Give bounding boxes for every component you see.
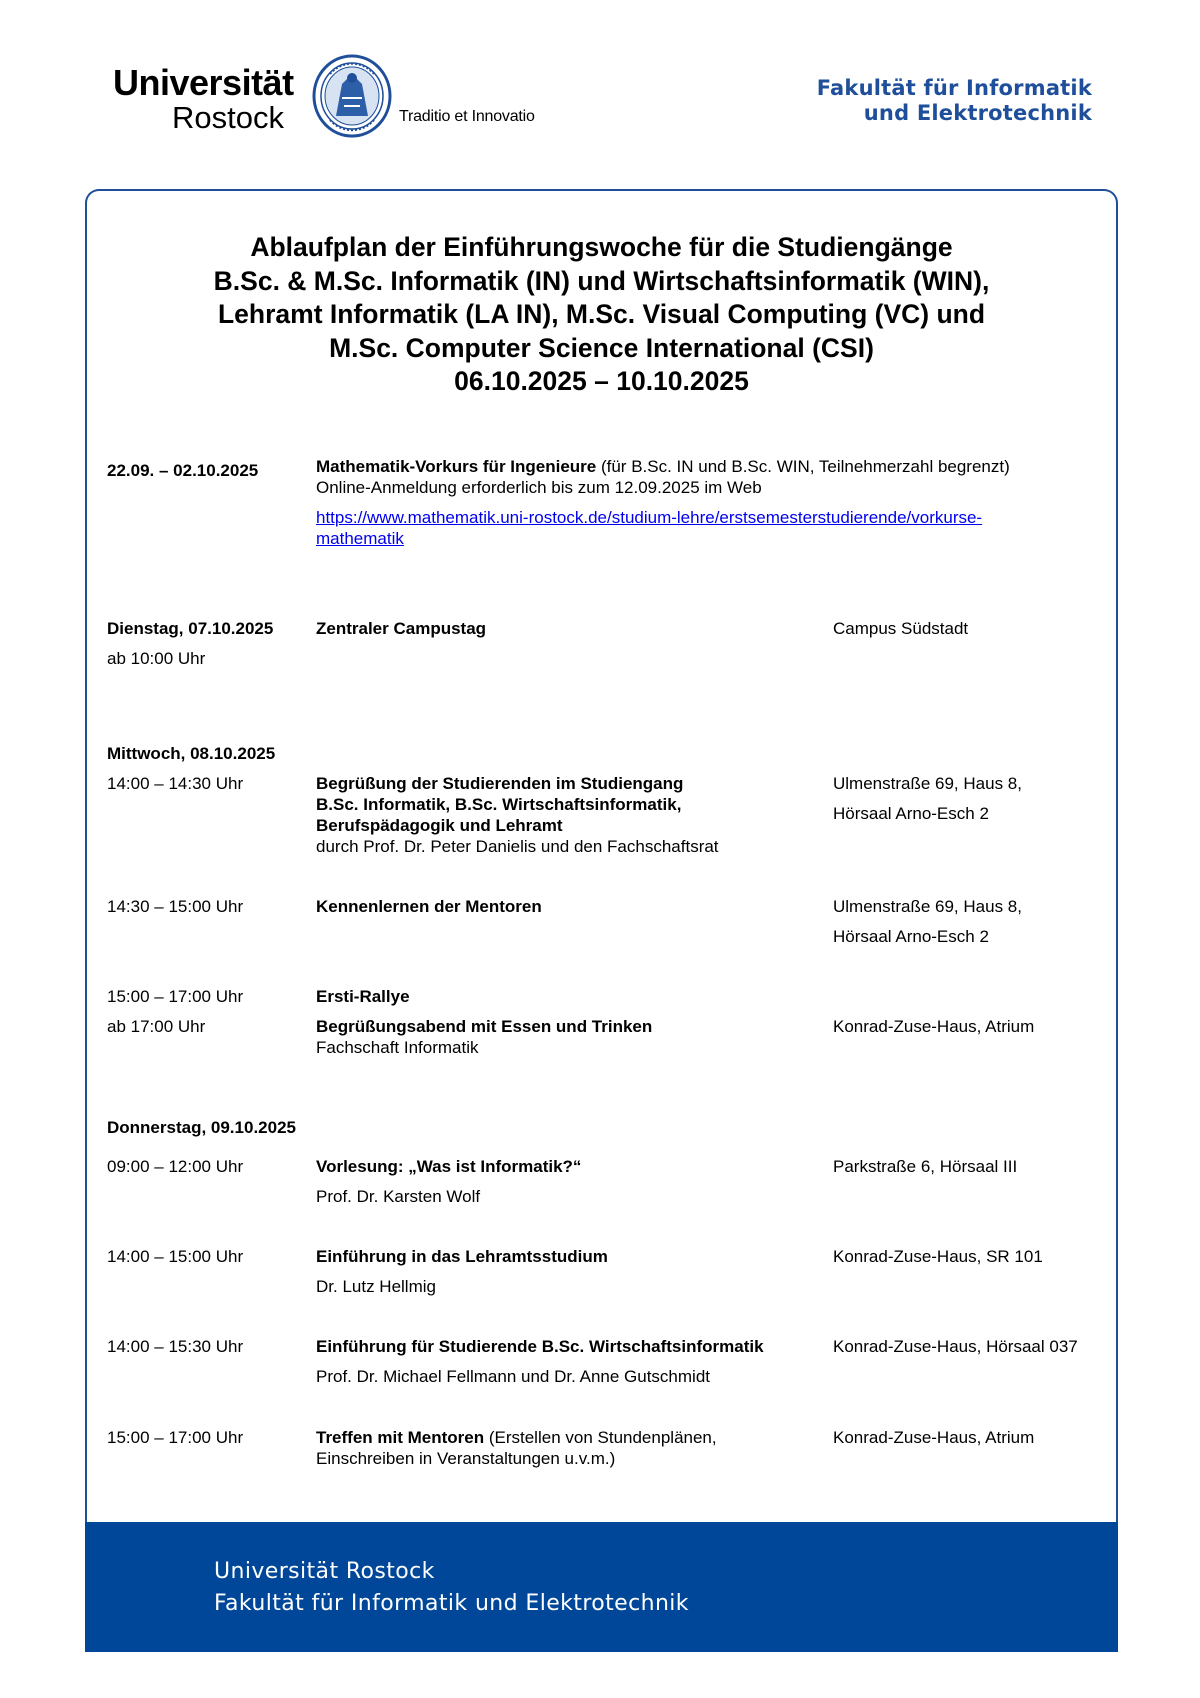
faculty-name-line1: Fakultät für Informatik — [816, 76, 1092, 100]
event-detail: Einschreiben in Veranstaltungen u.v.m.) — [316, 1449, 616, 1468]
event-location: Konrad-Zuse-Haus, Hörsaal 037 — [833, 1337, 1078, 1356]
vorkurs-link[interactable]: https://www.mathematik.uni-rostock.de/studium-lehre/erstsemesterstudierende/vorkurse- — [316, 508, 983, 527]
event-location: Konrad-Zuse-Haus, Atrium — [833, 1428, 1035, 1447]
event-detail: Fachschaft Informatik — [316, 1038, 479, 1057]
event-title-bold: Treffen mit Mentoren — [316, 1428, 485, 1447]
event-time: 15:00 – 17:00 Uhr — [107, 1428, 244, 1447]
title-line: Lehramt Informatik (LA IN), M.Sc. Visual Computing (VC) und — [217, 299, 986, 329]
title-dates: 06.10.2025 – 10.10.2025 — [454, 366, 749, 396]
event-title: Einführung für Studierende B.Sc. Wirtschaftsinformatik — [316, 1337, 764, 1356]
footer-faculty: Fakultät für Informatik und Elektrotechnik — [214, 1591, 689, 1616]
university-logo-wordmark — [113, 62, 294, 135]
day-heading-tuesday: Dienstag, 07.10.2025 — [107, 619, 274, 638]
event-location: Campus Südstadt — [833, 619, 969, 638]
faculty-name-line2: und Elektrotechnik — [863, 101, 1092, 125]
event-time: 14:00 – 15:00 Uhr — [107, 1247, 244, 1266]
event-location: Konrad-Zuse-Haus, Atrium — [833, 1017, 1035, 1036]
vorkurs-title — [316, 456, 1010, 477]
event-time: ab 17:00 Uhr — [107, 1017, 206, 1036]
vorkurs-title-bold: Mathematik-Vorkurs für Ingenieure — [316, 457, 597, 476]
event-detail: Dr. Lutz Hellmig — [316, 1277, 436, 1296]
university-motto: Traditio et Innovatio — [399, 108, 535, 125]
event-detail: Prof. Dr. Michael Fellmann und Dr. Anne Gutschmidt — [316, 1367, 711, 1386]
event-location-cont: Hörsaal Arno-Esch 2 — [833, 927, 989, 946]
event-time: ab 10:00 Uhr — [107, 649, 206, 668]
vorkurs-link-cont[interactable]: mathematik — [316, 529, 404, 548]
event-title-cont: Berufspädagogik und Lehramt — [316, 816, 563, 835]
university-seal-icon — [312, 54, 392, 138]
event-title: Einführung in das Lehramtsstudium — [316, 1247, 608, 1266]
event-time: 14:00 – 14:30 Uhr — [107, 774, 244, 793]
event-time: 14:30 – 15:00 Uhr — [107, 897, 244, 916]
title-line: M.Sc. Computer Science International (CSI) — [329, 332, 874, 363]
event-location-cont: Hörsaal Arno-Esch 2 — [833, 804, 989, 823]
vorkurs-registration-note: Online-Anmeldung erforderlich bis zum 12.09.2025 im Web — [316, 478, 762, 497]
document-title — [85, 231, 1118, 399]
day-heading-thursday: Donnerstag, 09.10.2025 — [107, 1118, 296, 1137]
event-location: Konrad-Zuse-Haus, SR 101 — [833, 1247, 1043, 1266]
event-title: Zentraler Campustag — [316, 619, 487, 638]
event-location: Ulmenstraße 69, Haus 8, — [833, 897, 1022, 916]
event-title: Ersti-Rallye — [316, 987, 410, 1006]
vorkurs-date: 22.09. – 02.10.2025 — [107, 461, 259, 480]
event-location: Ulmenstraße 69, Haus 8, — [833, 774, 1022, 793]
event-title: Begrüßungsabend mit Essen und Trinken — [316, 1017, 653, 1036]
event-title-suffix: (Erstellen von Stundenplänen, — [484, 1428, 717, 1447]
event-title: Kennenlernen der Mentoren — [316, 897, 542, 916]
event-detail: durch Prof. Dr. Peter Danielis und den Fachschaftsrat — [316, 837, 719, 856]
footer-band — [85, 1522, 1118, 1652]
university-name-line2: Rostock — [172, 100, 284, 135]
event-title-cont: B.Sc. Informatik, B.Sc. Wirtschaftsinformatik, — [316, 795, 682, 814]
event-time: 09:00 – 12:00 Uhr — [107, 1157, 244, 1176]
vorkurs-title-suffix: (für B.Sc. IN und B.Sc. WIN, Teilnehmerzahl begrenzt) — [596, 457, 1010, 476]
footer-university: Universität Rostock — [214, 1559, 435, 1584]
event-title: Begrüßung der Studierenden im Studiengang — [316, 774, 684, 793]
event-title: Vorlesung: „Was ist Informatik?“ — [316, 1157, 582, 1176]
event-detail: Prof. Dr. Karsten Wolf — [316, 1187, 481, 1206]
title-line: Ablaufplan der Einführungswoche für die Studiengänge — [250, 232, 953, 262]
event-time: 14:00 – 15:30 Uhr — [107, 1337, 244, 1356]
day-heading-wednesday: Mittwoch, 08.10.2025 — [107, 744, 276, 763]
faculty-name — [817, 76, 1092, 126]
event-location: Parkstraße 6, Hörsaal III — [833, 1157, 1018, 1176]
event-time: 15:00 – 17:00 Uhr — [107, 987, 244, 1006]
university-name-line1: Universität — [113, 62, 294, 103]
title-line: B.Sc. & M.Sc. Informatik (IN) und Wirtschaftsinformatik (WIN), — [213, 265, 990, 296]
event-title — [316, 1427, 717, 1448]
